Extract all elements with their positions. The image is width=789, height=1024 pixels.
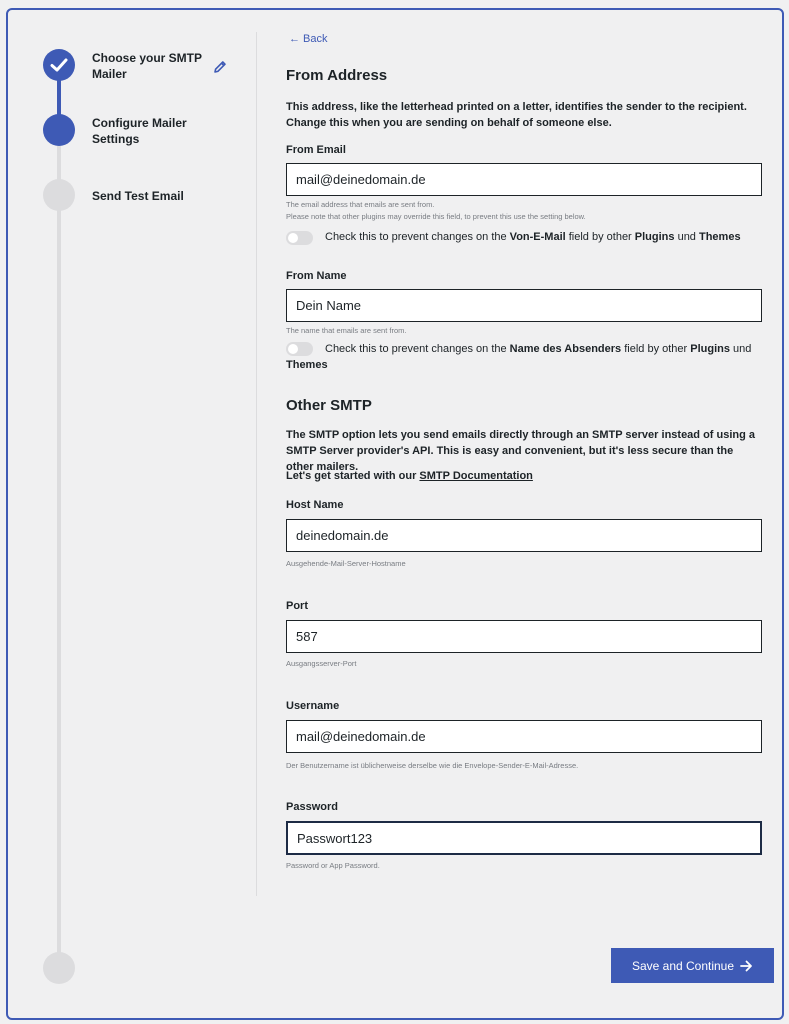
save-button-label: Save and Continue xyxy=(631,958,735,973)
setup-wizard-frame xyxy=(6,8,784,1020)
force-name-toggle-label xyxy=(286,341,756,373)
toggle-text-pre: Check this to prevent changes on the xyxy=(325,231,510,243)
toggle-text-field: Von-E-Mail xyxy=(509,231,566,243)
toggle-text-field: Name des Absenders xyxy=(509,343,622,355)
toggle-text-plugins: Plugins xyxy=(690,343,730,355)
toggle-text-plugins: Plugins xyxy=(634,231,675,243)
pencil-icon[interactable] xyxy=(212,59,228,80)
step-3-indicator xyxy=(43,179,75,211)
toggle-text-themes: Themes xyxy=(698,231,741,243)
username-input[interactable] xyxy=(286,720,762,753)
from-email-help: The email address that emails are sent from. xyxy=(286,200,435,209)
port-help: Ausgangsserver-Port xyxy=(286,659,357,668)
password-label: Password xyxy=(286,801,338,813)
back-link[interactable]: ← Back xyxy=(289,33,328,45)
smtp-doc-prefix: Let's get started with our xyxy=(286,470,420,482)
toggle-text-und: und xyxy=(733,343,752,355)
from-address-description: This address, like the letterhead printed on a letter, identifies the sender to the recipient. Change this when you are sending on behalf of someone else. xyxy=(286,101,747,129)
step-final-indicator xyxy=(43,952,75,984)
other-smtp-title: Other SMTP xyxy=(286,397,372,414)
from-address-title: From Address xyxy=(286,67,388,84)
arrow-right-icon xyxy=(740,960,753,972)
step-2-indicator xyxy=(43,114,75,146)
force-email-toggle-label xyxy=(325,229,765,245)
port-label: Port xyxy=(286,600,308,612)
save-and-continue-button[interactable] xyxy=(611,948,774,983)
smtp-documentation-link[interactable]: SMTP Documentation xyxy=(419,470,533,482)
from-email-label: From Email xyxy=(286,144,346,156)
from-name-help: The name that emails are sent from. xyxy=(286,326,407,335)
from-email-input[interactable] xyxy=(286,163,762,196)
host-name-input[interactable] xyxy=(286,519,762,552)
host-name-label: Host Name xyxy=(286,499,344,511)
toggle-text-themes: Themes xyxy=(286,359,328,371)
username-help: Der Benutzername ist üblicherweise derselbe wie die Envelope-Sender-E-Mail-Adresse. xyxy=(286,761,579,770)
step-3-label: Send Test Email xyxy=(92,189,184,203)
step-2-label: Configure Mailer Settings xyxy=(92,116,187,146)
step-1-label[interactable]: Choose your SMTP Mailer xyxy=(92,51,202,81)
password-help: Password or App Password. xyxy=(286,861,380,870)
from-email-override-help: Please note that other plugins may override this field, to prevent this use the setting below. xyxy=(286,212,586,221)
port-input[interactable] xyxy=(286,620,762,653)
toggle-knob xyxy=(288,233,298,243)
check-icon xyxy=(50,57,68,73)
from-name-input[interactable] xyxy=(286,289,762,322)
host-name-help: Ausgehende-Mail-Server-Hostname xyxy=(286,559,406,568)
smtp-doc-line xyxy=(286,468,533,484)
toggle-text-mid: field by other xyxy=(565,231,635,243)
toggle-text-und: und xyxy=(674,231,699,243)
toggle-text-pre: Check this to prevent changes on the xyxy=(325,343,510,355)
password-input[interactable] xyxy=(286,821,762,855)
other-smtp-description: The SMTP option lets you send emails directly through an SMTP server instead of using a SMTP Server provider's API. This is easy and convenient, but it's less secure than the other mailers. xyxy=(286,429,756,473)
username-label: Username xyxy=(286,700,340,712)
toggle-text-mid: field by other xyxy=(621,343,691,355)
from-name-label: From Name xyxy=(286,270,347,282)
step-1-indicator xyxy=(43,49,75,81)
force-email-toggle[interactable] xyxy=(286,231,313,245)
column-divider xyxy=(256,32,257,896)
